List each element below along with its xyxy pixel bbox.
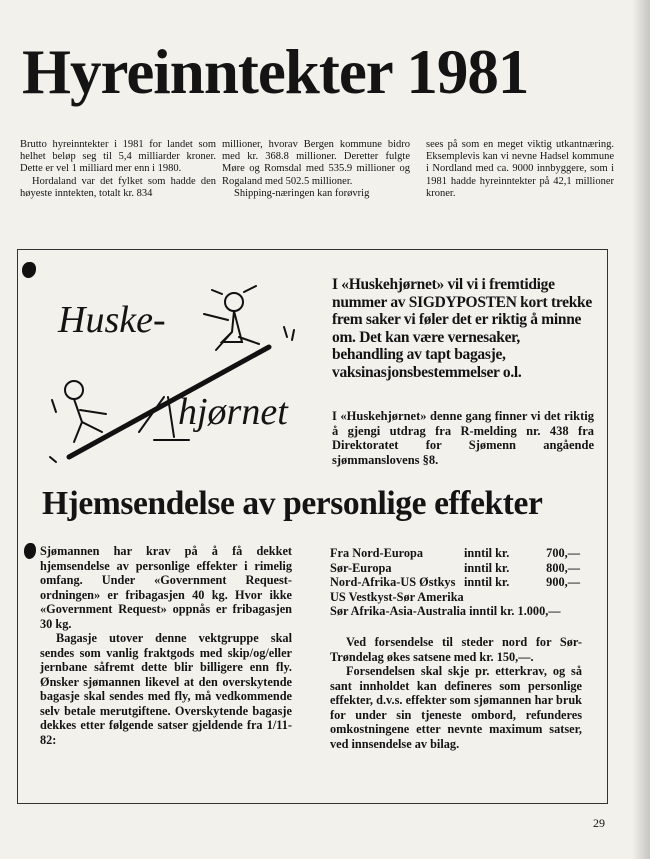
motion-marks-left [50, 400, 56, 462]
box-lead-text: I «Huskehjørnet» vil vi i fremtidige nummer av SIGDYPOSTEN kort trekke frem saker vi føler det er riktig å minne om. Det kan være vernesaker, behandling av tapt bagasje, vaksinasjonsbestemmelser o.l. [332, 276, 592, 381]
body-left-column [40, 544, 292, 747]
motion-marks-right [284, 327, 294, 340]
body-para-4: Forsendelsen skal skje pr. etterkrav, og så sant innholdet kan defineres som personlige effekter, d.v.s. effekter som sjømannen har bruk for under sin tjeneste ombord, refunderes omkostningene etter nevnte maximum satser, ved innsendelse av bilag. [330, 664, 582, 751]
page-edge-shadow [632, 0, 650, 859]
rate-limit: inntil kr. [464, 575, 510, 589]
intro-col1-para1: Brutto hyreinntekter i 1981 for landet som helhet beløp seg til 5,4 milliarder kroner. Dette er vel 1 milliard mer enn i 1980. [20, 139, 216, 175]
box-intro-text: I «Huskehjørnet» denne gang finner vi det riktig å gjengi utdrag fra R-melding nr. 438 fra Direktoratet for Sjømenn angående sjømmanslovens §8. [332, 409, 594, 467]
rate-row-us-west: US Vestkyst-Sør Amerika [330, 589, 464, 604]
rate-row [330, 546, 580, 561]
article-title: Hyreinntekter 1981 [22, 37, 529, 107]
rate-table [330, 546, 580, 619]
page-number: 29 [593, 816, 605, 830]
intro-col3-para1: sees på som en meget viktig utkantnæring. Eksemplevis kan vi nevne Hadsel kommune i Nordland med ca. 9000 innbyggere, som i 1981 hadde hyreinntekter på 42,1 millioner kroner. [426, 139, 614, 199]
boy-head [65, 381, 83, 399]
rate-row-south: Sør Afrika-Asia-Australia inntil kr. 1.000,— [330, 604, 561, 618]
intro-col1-para2: Hordaland var det fylket som hadde den høyeste inntekten, totalt kr. 834 [20, 175, 216, 199]
intro-column-3 [426, 139, 614, 200]
rate-limit: inntil kr. [464, 560, 510, 575]
body-para-2: Bagasje utover denne vektgruppe skal sendes som vanlig fraktgods med skip/og/eller jernbane såfremt dette blir billigere enn fly. Ønsker sjømannen likevel at den overskytende bagasje skal sendes med fly, må vedkommende selv betale merutgiftene. Overskytende bagasje dekkes etter følgende satser gjeldende fra 1/11-82: [40, 631, 292, 747]
section-subheading: Hjemsendelse av personlige effekter [42, 485, 543, 522]
rate-row [330, 561, 580, 576]
body-para-3: Ved forsendelse til steder nord for Sør-Trøndelag økes satsene med kr. 150,—. [330, 635, 582, 664]
intro-col2-para1: millioner, hvorav Bergen kommune bidro med kr. 368.8 millioner. Deretter fulgte Møre og Romsdal med 535.9 millioner og Rogaland med 502.5 millioner. [222, 139, 410, 187]
boy-body [74, 399, 106, 442]
illustration-word-huske: Huske- [58, 299, 166, 341]
intro-col2-para2: Shipping-næringen kan forøvrig [234, 187, 370, 199]
girl-body [204, 286, 259, 350]
rate-amount: 700,— [546, 546, 580, 560]
illustration-word-hjornet: hjørnet [178, 391, 288, 433]
intro-column-2 [222, 139, 410, 200]
girl-head [225, 293, 243, 311]
rate-region: Nord-Afrika-US Østkys [330, 575, 456, 589]
rate-amount: 800,— [546, 560, 580, 575]
body-right-column [330, 635, 582, 751]
body-para-1: Sjømannen har krav på å få dekket hjemsendelse av personlige effekter i rimelig omfang. Under «Government Request-ordningen» er fribagasjen 40 kg. Hvor ikke «Government Request» oppnås er fribagasjen 30 kg. [40, 544, 292, 631]
intro-column-1 [20, 139, 216, 200]
rate-region: Fra Nord-Europa [330, 546, 424, 560]
rate-amount: 900,— [546, 575, 580, 589]
rate-limit: inntil kr. [464, 546, 510, 560]
rate-row [330, 575, 580, 590]
rate-region: Sør-Europa [330, 560, 392, 575]
